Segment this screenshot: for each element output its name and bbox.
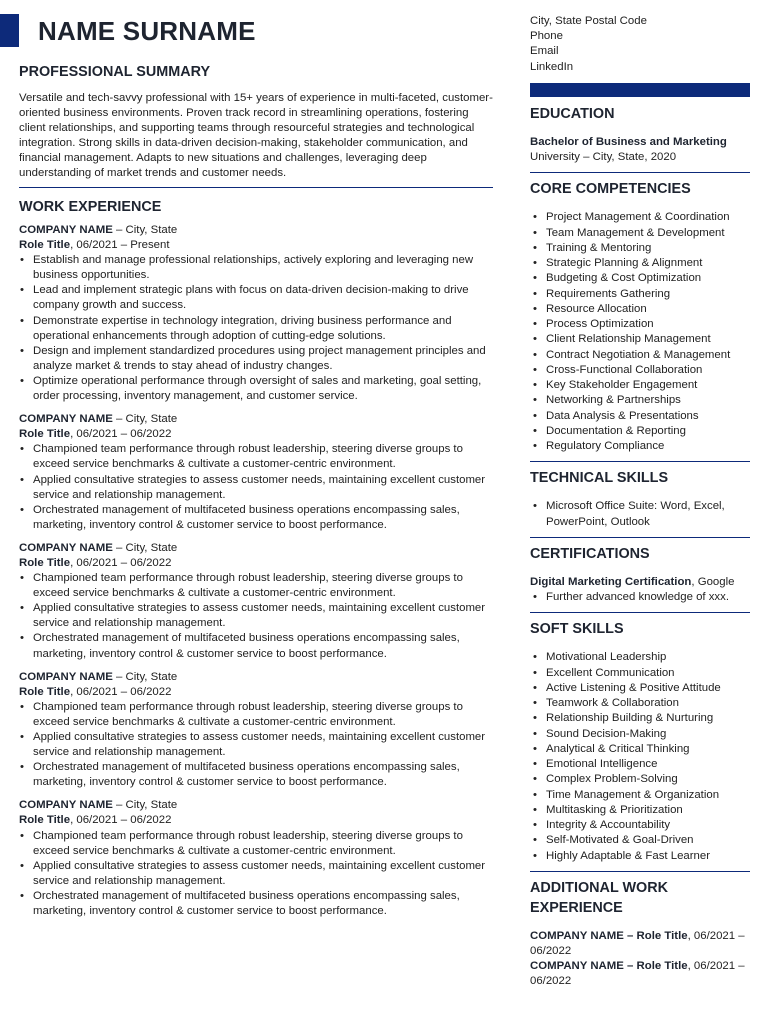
- job-company-line: [19, 412, 493, 427]
- job-bullet: • Optimize operational performance through oversight of sales and marketing, goal setting, order processing, inventory management, and customer service.: [19, 374, 493, 404]
- additional-title: ADDITIONAL WORK EXPERIENCE: [530, 879, 669, 916]
- job-bullets: [19, 253, 493, 404]
- additional-entry-head: COMPANY NAME – Role Title: [530, 929, 688, 942]
- competency-item: • Regulatory Compliance: [530, 439, 750, 454]
- certification-name: Digital Marketing Certification: [530, 575, 692, 588]
- job-bullet: • Orchestrated management of multifaceted business operations encompassing sales, marketing, inventory control & customer service to boost performance.: [19, 760, 493, 790]
- job-bullet: • Establish and manage professional relationships, actively exploring and leveraging new business opportunities.: [19, 253, 493, 283]
- soft-skill-item: • Complex Problem-Solving: [530, 772, 750, 787]
- competency-item: • Documentation & Reporting: [530, 424, 750, 439]
- job-company: COMPANY NAME: [19, 541, 113, 554]
- technical-list: [530, 499, 750, 530]
- job-company: COMPANY NAME: [19, 799, 113, 812]
- job-bullet: • Orchestrated management of multifaceted business operations encompassing sales, marketing, inventory control & customer service to boost performance.: [19, 889, 493, 919]
- job-dates: , 06/2021 – Present: [70, 239, 170, 252]
- soft-skill-item: • Analytical & Critical Thinking: [530, 742, 750, 757]
- technical-skill-item: • Microsoft Office Suite: Word, Excel, PowerPoint, Outlook: [530, 499, 750, 530]
- job-location: – City, State: [112, 541, 178, 554]
- right-accent-bar: [530, 83, 750, 97]
- job-bullet: • Orchestrated management of multifaceted business operations encompassing sales, marketing, inventory control & customer service to boost performance.: [19, 631, 493, 661]
- candidate-name: NAME SURNAME: [38, 16, 256, 46]
- job-bullets: [19, 700, 493, 791]
- certification-entry: [530, 575, 750, 590]
- contact-email: Email: [530, 45, 559, 58]
- job-role-line: [19, 813, 493, 828]
- certification-notes: [530, 590, 750, 605]
- job-dates: , 06/2021 – 06/2022: [70, 428, 172, 441]
- competency-item: • Client Relationship Management: [530, 332, 750, 347]
- work-title: WORK EXPERIENCE: [19, 199, 162, 215]
- competency-item: • Strategic Planning & Alignment: [530, 256, 750, 271]
- job-role: Role Title: [19, 239, 71, 252]
- certifications-section: [530, 544, 750, 613]
- soft-skills-section: [530, 619, 750, 872]
- job-bullet: • Championed team performance through robust leadership, steering diverse groups to exceed service benchmarks & cultivate a customer-centric environment.: [19, 442, 493, 472]
- soft-skill-item: • Active Listening & Positive Attitude: [530, 681, 750, 696]
- technical-section: [530, 468, 750, 538]
- additional-entry-head: COMPANY NAME – Role Title: [530, 960, 688, 973]
- soft-skill-item: • Teamwork & Collaboration: [530, 696, 750, 711]
- job-location: – City, State: [112, 413, 178, 426]
- competency-item: • Networking & Partnerships: [530, 393, 750, 408]
- job-entry: [19, 798, 493, 919]
- education-degree: Bachelor of Business and Marketing: [530, 136, 727, 148]
- job-company: COMPANY NAME: [19, 670, 113, 683]
- soft-skills-title: SOFT SKILLS: [530, 621, 624, 638]
- job-list: [19, 223, 493, 919]
- job-role: Role Title: [19, 685, 71, 698]
- education-title: EDUCATION: [530, 106, 615, 122]
- additional-entry-dates: , 06/2021 – 06/2022: [530, 929, 745, 958]
- soft-skill-item: • Motivational Leadership: [530, 650, 750, 665]
- competency-item: • Project Management & Coordination: [530, 210, 750, 225]
- job-bullets: [19, 571, 493, 662]
- certifications-title: CERTIFICATIONS: [530, 545, 650, 562]
- job-bullet: • Orchestrated management of multifaceted business operations encompassing sales, marketing, inventory control & customer service to boost performance.: [19, 503, 493, 533]
- job-company: COMPANY NAME: [19, 413, 113, 426]
- contact-info: [530, 14, 647, 75]
- soft-skill-item: • Excellent Communication: [530, 666, 750, 681]
- summary-title: PROFESSIONAL SUMMARY: [19, 64, 211, 80]
- job-role: Role Title: [19, 556, 71, 569]
- soft-skill-item: • Time Management & Organization: [530, 788, 750, 803]
- job-location: – City, State: [112, 224, 178, 236]
- job-bullet: • Championed team performance through robust leadership, steering diverse groups to exceed service benchmarks & cultivate a customer-centric environment.: [19, 829, 493, 859]
- soft-skill-item: • Self-Motivated & Goal-Driven: [530, 833, 750, 848]
- job-entry: [19, 223, 493, 404]
- right-column: [530, 104, 750, 990]
- job-entry: [19, 412, 493, 533]
- additional-entry-dates: , 06/2021 – 06/2022: [530, 960, 745, 988]
- left-column: [19, 62, 493, 919]
- job-bullet: • Applied consultative strategies to assess customer needs, maintaining excellent customer service and relationship management.: [19, 473, 493, 503]
- job-company: COMPANY NAME: [19, 224, 113, 236]
- job-bullet: • Championed team performance through robust leadership, steering diverse groups to exceed service benchmarks & cultivate a customer-centric environment.: [19, 700, 493, 730]
- competency-item: • Cross-Functional Collaboration: [530, 363, 750, 378]
- job-location: – City, State: [112, 799, 178, 812]
- job-dates: , 06/2021 – 06/2022: [70, 556, 172, 569]
- education-section: [530, 104, 750, 173]
- job-bullet: • Lead and implement strategic plans with focus on data-driven decision-making to drive company growth and success.: [19, 283, 493, 313]
- contact-address: City, State Postal Code: [530, 15, 647, 27]
- soft-skills-list: [530, 650, 750, 864]
- soft-skill-item: • Sound Decision-Making: [530, 727, 750, 742]
- summary-text: Versatile and tech-savvy professional with 15+ years of experience in multi-faceted, customer-oriented business environments. Proven track record in streamlining operations, fostering client relationships, and supporting teams through resourceful strategies and technological integration. Strong skills in data-driven decision-making, stakeholder communication, and financial management. Adapts to new situations and challenges, leveraging deep understanding of market trends and customer needs.: [19, 91, 493, 188]
- competencies-title: CORE COMPETENCIES: [530, 181, 691, 198]
- competencies-list: [530, 210, 750, 454]
- job-bullet: • Design and implement standardized procedures using project management principles and analyze market & trends to stay ahead of industry changes.: [19, 344, 493, 374]
- additional-section: [530, 878, 750, 990]
- job-bullet: • Applied consultative strategies to assess customer needs, maintaining excellent customer service and relationship management.: [19, 601, 493, 631]
- job-dates: , 06/2021 – 06/2022: [70, 685, 172, 698]
- additional-entry: [530, 929, 750, 959]
- competency-item: • Team Management & Development: [530, 226, 750, 241]
- competency-item: • Budgeting & Cost Optimization: [530, 271, 750, 286]
- job-bullets: [19, 829, 493, 920]
- job-role-line: [19, 685, 493, 700]
- soft-skill-item: • Integrity & Accountability: [530, 818, 750, 833]
- technical-title: TECHNICAL SKILLS: [530, 470, 669, 487]
- competency-item: • Requirements Gathering: [530, 287, 750, 302]
- competency-item: • Training & Mentoring: [530, 241, 750, 256]
- competency-item: • Data Analysis & Presentations: [530, 409, 750, 424]
- competency-item: • Key Stakeholder Engagement: [530, 378, 750, 393]
- job-role-line: [19, 238, 493, 253]
- additional-list: [530, 929, 750, 990]
- job-entry: [19, 541, 493, 662]
- job-company-line: [19, 223, 493, 238]
- contact-linkedin: LinkedIn: [530, 60, 574, 73]
- job-role: Role Title: [19, 814, 71, 827]
- soft-skill-item: • Relationship Building & Nurturing: [530, 711, 750, 726]
- soft-skill-item: • Multitasking & Prioritization: [530, 803, 750, 818]
- education-school: University – City, State, 2020: [530, 151, 677, 164]
- job-company-line: [19, 670, 493, 685]
- soft-skill-item: • Highly Adaptable & Fast Learner: [530, 849, 750, 864]
- certification-issuer: , Google: [691, 575, 735, 588]
- job-dates: , 06/2021 – 06/2022: [70, 814, 172, 827]
- job-role-line: [19, 556, 493, 571]
- competency-item: • Contract Negotiation & Management: [530, 348, 750, 363]
- job-role: Role Title: [19, 428, 71, 441]
- job-bullet: • Championed team performance through robust leadership, steering diverse groups to exceed service benchmarks & cultivate a customer-centric environment.: [19, 571, 493, 601]
- job-bullet: • Applied consultative strategies to assess customer needs, maintaining excellent customer service and relationship management.: [19, 730, 493, 760]
- job-bullet: • Applied consultative strategies to assess customer needs, maintaining excellent customer service and relationship management.: [19, 859, 493, 889]
- contact-phone: Phone: [530, 30, 563, 43]
- additional-entry: [530, 959, 750, 989]
- job-location: – City, State: [112, 670, 178, 683]
- competency-item: • Resource Allocation: [530, 302, 750, 317]
- job-company-line: [19, 798, 493, 813]
- certification-note: • Further advanced knowledge of xxx.: [530, 590, 750, 605]
- job-bullet: • Demonstrate expertise in technology integration, driving business performance and operational enhancements through adoption of cutting-edge solutions.: [19, 314, 493, 344]
- job-entry: [19, 670, 493, 791]
- job-bullets: [19, 442, 493, 533]
- job-company-line: [19, 541, 493, 556]
- competencies-section: [530, 179, 750, 462]
- soft-skill-item: • Emotional Intelligence: [530, 757, 750, 772]
- name-accent-bar: [0, 14, 19, 47]
- competency-item: • Process Optimization: [530, 317, 750, 332]
- job-role-line: [19, 427, 493, 442]
